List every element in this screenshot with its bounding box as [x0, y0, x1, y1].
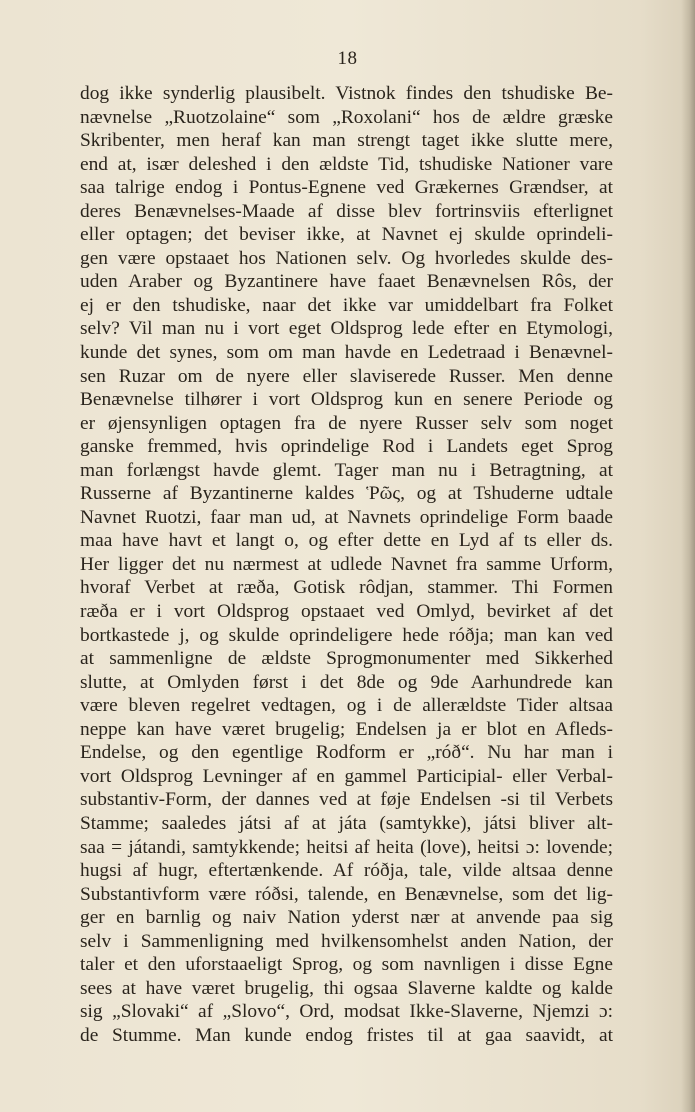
text-line: nævnelse „Ruotzolaine“ som „Roxolani“ hos de ældre græske	[80, 106, 613, 128]
text-line: Russerne af Byzantinerne kaldes Ῥῶς, og at Tshuderne udtale	[80, 483, 613, 505]
text-line: Benævnelse tilhører i vort Oldsprog kun en senere Periode og	[80, 389, 613, 411]
text-line: neppe kan have været brugelig; Endelsen ja er blot en Afleds-	[80, 718, 613, 740]
text-line: ej er den tshudiske, naar det ikke var umiddelbart fra Folket	[80, 294, 613, 316]
page-number: 18	[337, 48, 358, 69]
text-line: ræða er i vort Oldsprog opstaaet ved Omlyd, bevirket af det	[80, 601, 613, 623]
text-line: selv i Sammenligning med hvilkensomhelst anden Nation, der	[80, 930, 613, 952]
text-line: sees at have været brugelig, thi ogsaa Slaverne kaldte og kalde	[80, 977, 613, 999]
text-line: gen være opstaaet hos Nationen selv. Og hvorledes skulde des-	[80, 247, 613, 269]
text-line: at sammenligne de ældste Sprogmonumenter med Sikkerhed	[80, 648, 613, 670]
text-line: sen Ruzar om de nyere eller slaviserede Russer. Men denne	[80, 365, 613, 387]
text-line: ganske fremmed, hvis oprindelige Rod i Landets eget Sprog	[80, 436, 613, 458]
text-line: kunde det synes, som om man havde en Ledetraad i Benævnel-	[80, 342, 613, 364]
text-line: bortkastede j, og skulde oprindeligere hede róðja; man kan ved	[80, 624, 613, 646]
text-line: taler et den uforstaaeligt Sprog, og som navnligen i disse Egne	[80, 954, 613, 976]
text-line: Endelse, og den egentlige Rodform er „róð“. Nu har man i	[80, 742, 613, 764]
text-line: dog ikke synderlig plausibelt. Vistnok findes den tshudiske Be-	[80, 83, 613, 104]
text-line: hugsi af hugr, eftertænkende. Af róðja, tale, vilde altsaa denne	[80, 860, 613, 882]
text-line: vort Oldsprog Levninger af en gammel Participial- eller Verbal-	[80, 765, 613, 787]
text-line: deres Benævnelses-Maade af disse blev fortrinsviis efterlignet	[80, 200, 613, 222]
text-line: Navnet Ruotzi, faar man ud, at Navnets oprindelige Form baade	[80, 506, 613, 528]
text-line: substantiv-Form, der dannes ved at føje Endelsen -si til Verbets	[80, 789, 613, 811]
text-line: Stamme; saaledes játsi af at játa (samtykke), játsi bliver alt-	[80, 812, 613, 834]
text-line: hvoraf Verbet at ræða, Gotisk rôdjan, stammer. Thi Formen	[80, 577, 613, 599]
text-line: er øjensynligen optagen fra de nyere Russer selv som noget	[80, 412, 613, 434]
text-line: sig „Slovaki“ af „Slovo“, Ord, modsat Ikke-Slaverne, Njemzi ɔ:	[80, 1001, 613, 1023]
text-line: saa = játandi, samtykkende; heitsi af heita (love), heitsi ɔ: lovende;	[80, 836, 613, 858]
text-line: eller optagen; det beviser ikke, at Navnet ej skulde oprindeli-	[80, 224, 613, 246]
text-line: ger en barnlig og naiv Nation yderst nær at anvende paa sig	[80, 907, 613, 929]
text-line: uden Araber og Byzantinere have faaet Benævnelsen Rôs, der	[80, 271, 613, 293]
text-line: de Stumme. Man kunde endog fristes til at gaa saavidt, at	[80, 1024, 613, 1046]
text-line: Substantivform være róðsi, talende, en Benævnelse, som det lig-	[80, 883, 613, 905]
body-text	[80, 82, 613, 1047]
text-line: slutte, at Omlyden først i det 8de og 9de Aarhundrede kan	[80, 671, 613, 693]
text-line: være bleven regelret vedtagen, og i de allerældste Tider altsaa	[80, 695, 613, 717]
text-line: man forlængst havde glemt. Tager man nu i Betragtning, at	[80, 459, 613, 481]
text-line: selv? Vil man nu i vort eget Oldsprog lede efter en Etymologi,	[80, 318, 613, 340]
text-line: maa have havt et langt o, og efter dette en Lyd af ts eller ds.	[80, 530, 613, 552]
text-line: Her ligger det nu nærmest at udlede Navnet fra samme Urform,	[80, 553, 613, 575]
text-line: end at, især deleshed i den ældste Tid, tshudiske Nationer vare	[80, 153, 613, 175]
text-line: saa talrige endog i Pontus-Egnene ved Grækernes Grændser, at	[80, 177, 613, 199]
page-edge-shadow	[681, 0, 695, 1112]
text-line: Skribenter, men heraf kan man strengt taget ikke slutte mere,	[80, 130, 613, 152]
